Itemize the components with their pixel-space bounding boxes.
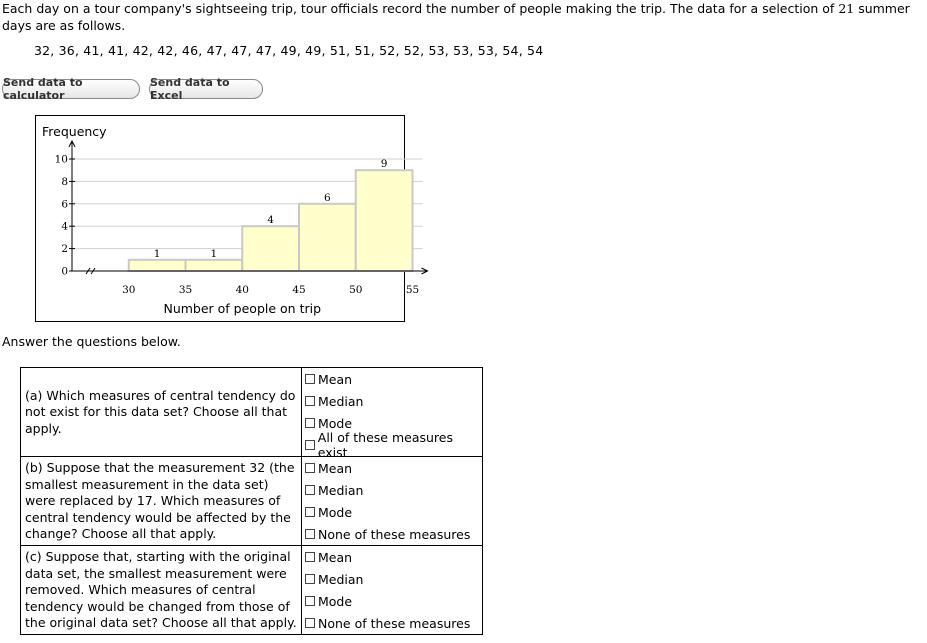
x-tick-label: 40	[235, 284, 249, 296]
option-a-all-exist[interactable]	[302, 430, 482, 460]
question-row-b	[21, 457, 483, 546]
option-b-median[interactable]	[302, 479, 482, 501]
problem-intro	[2, 0, 924, 34]
checkbox[interactable]	[305, 552, 315, 562]
x-axis-label: Number of people on trip	[163, 301, 322, 316]
checkbox[interactable]	[305, 418, 315, 428]
x-tick-label: 30	[122, 284, 136, 296]
checkbox[interactable]	[305, 618, 315, 628]
option-label: Mode	[318, 504, 353, 520]
checkbox[interactable]	[305, 440, 315, 450]
y-tick-label: 2	[61, 243, 68, 256]
intro-text-after: summer days are as follows.	[2, 1, 910, 33]
bar-value-label: 1	[210, 247, 218, 260]
checkbox[interactable]	[305, 374, 315, 384]
histogram-bar	[129, 260, 186, 271]
question-b-text: (b) Suppose that the measurement 32 (the smallest measurement in the data set) were replaced by 17. Which measures of central tendency would be affected by the change? Choose all that apply.	[21, 457, 302, 546]
checkbox[interactable]	[305, 463, 315, 473]
x-tick-label: 35	[178, 284, 193, 296]
option-c-mode[interactable]	[302, 590, 482, 612]
option-c-mean[interactable]	[302, 546, 482, 568]
checkbox[interactable]	[305, 507, 315, 517]
y-tick-label: 6	[61, 198, 68, 211]
checkbox[interactable]	[305, 574, 315, 584]
option-label: None of these measures	[318, 615, 471, 631]
y-tick-label: 8	[61, 175, 68, 188]
y-axis-label: Frequency	[42, 124, 107, 139]
option-c-median[interactable]	[302, 568, 482, 590]
send-to-calculator-button[interactable]: Send data to calculator	[2, 79, 140, 99]
histogram-bar	[299, 204, 356, 271]
histogram-bar	[356, 170, 413, 271]
intro-count: 21	[838, 1, 855, 16]
question-a-text: (a) Which measures of central tendency do not exist for this data set? Choose all that apply.	[21, 368, 302, 457]
checkbox[interactable]	[305, 596, 315, 606]
option-label: All of these measures exist	[317, 430, 453, 460]
option-label: Mode	[318, 415, 353, 431]
bar-value-label: 4	[267, 214, 274, 227]
option-label: Mode	[318, 593, 353, 609]
option-label: Median	[318, 393, 364, 409]
histogram-bar	[186, 260, 243, 271]
question-c-options	[302, 546, 483, 635]
answer-prompt: Answer the questions below.	[2, 334, 181, 349]
option-a-median[interactable]	[302, 390, 482, 412]
option-b-mean[interactable]	[302, 457, 482, 479]
option-label: Mean	[318, 549, 353, 565]
question-row-a	[21, 368, 483, 457]
y-tick-label: 10	[54, 153, 68, 166]
checkbox[interactable]	[305, 396, 315, 406]
option-b-mode[interactable]	[302, 501, 482, 523]
option-a-mean[interactable]	[302, 368, 482, 390]
data-set-values: 32, 36, 41, 41, 42, 42, 46, 47, 47, 47, 49, 49, 51, 51, 52, 52, 53, 53, 53, 54, 54	[34, 43, 544, 58]
send-to-excel-button[interactable]: Send data to Excel	[149, 79, 263, 99]
question-c-text: (c) Suppose that, starting with the original data set, the smallest measurement were removed. Which measures of central tendency would be changed from those of the original data set? Choose all that apply.	[21, 546, 302, 635]
option-label: Median	[318, 482, 364, 498]
question-a-options	[302, 368, 483, 460]
histogram-svg	[36, 116, 420, 321]
checkbox[interactable]	[305, 485, 315, 495]
bar-value-label: 1	[153, 247, 161, 260]
question-b-options	[302, 457, 483, 546]
y-tick-label: 4	[61, 220, 68, 233]
option-label: Median	[318, 571, 364, 587]
bar-value-label: 6	[324, 191, 331, 204]
histogram-chart	[35, 115, 420, 322]
x-tick-label: 50	[349, 284, 363, 296]
question-row-c	[21, 546, 483, 635]
option-label: Mean	[318, 460, 353, 476]
y-tick-label: 0	[61, 265, 68, 278]
checkbox[interactable]	[305, 529, 315, 539]
questions-table	[20, 367, 483, 635]
option-label: None of these measures	[318, 526, 471, 542]
option-b-none[interactable]	[302, 523, 482, 545]
x-tick-label: 55	[405, 284, 420, 296]
option-c-none[interactable]	[302, 612, 482, 634]
x-tick-label: 45	[292, 284, 306, 296]
histogram-bar	[242, 226, 299, 271]
option-label: Mean	[318, 371, 353, 387]
intro-text-before: Each day on a tour company's sightseeing trip, tour officials record the number of people making the trip. The data for a selection of	[2, 1, 839, 16]
bar-value-label: 9	[380, 158, 388, 171]
